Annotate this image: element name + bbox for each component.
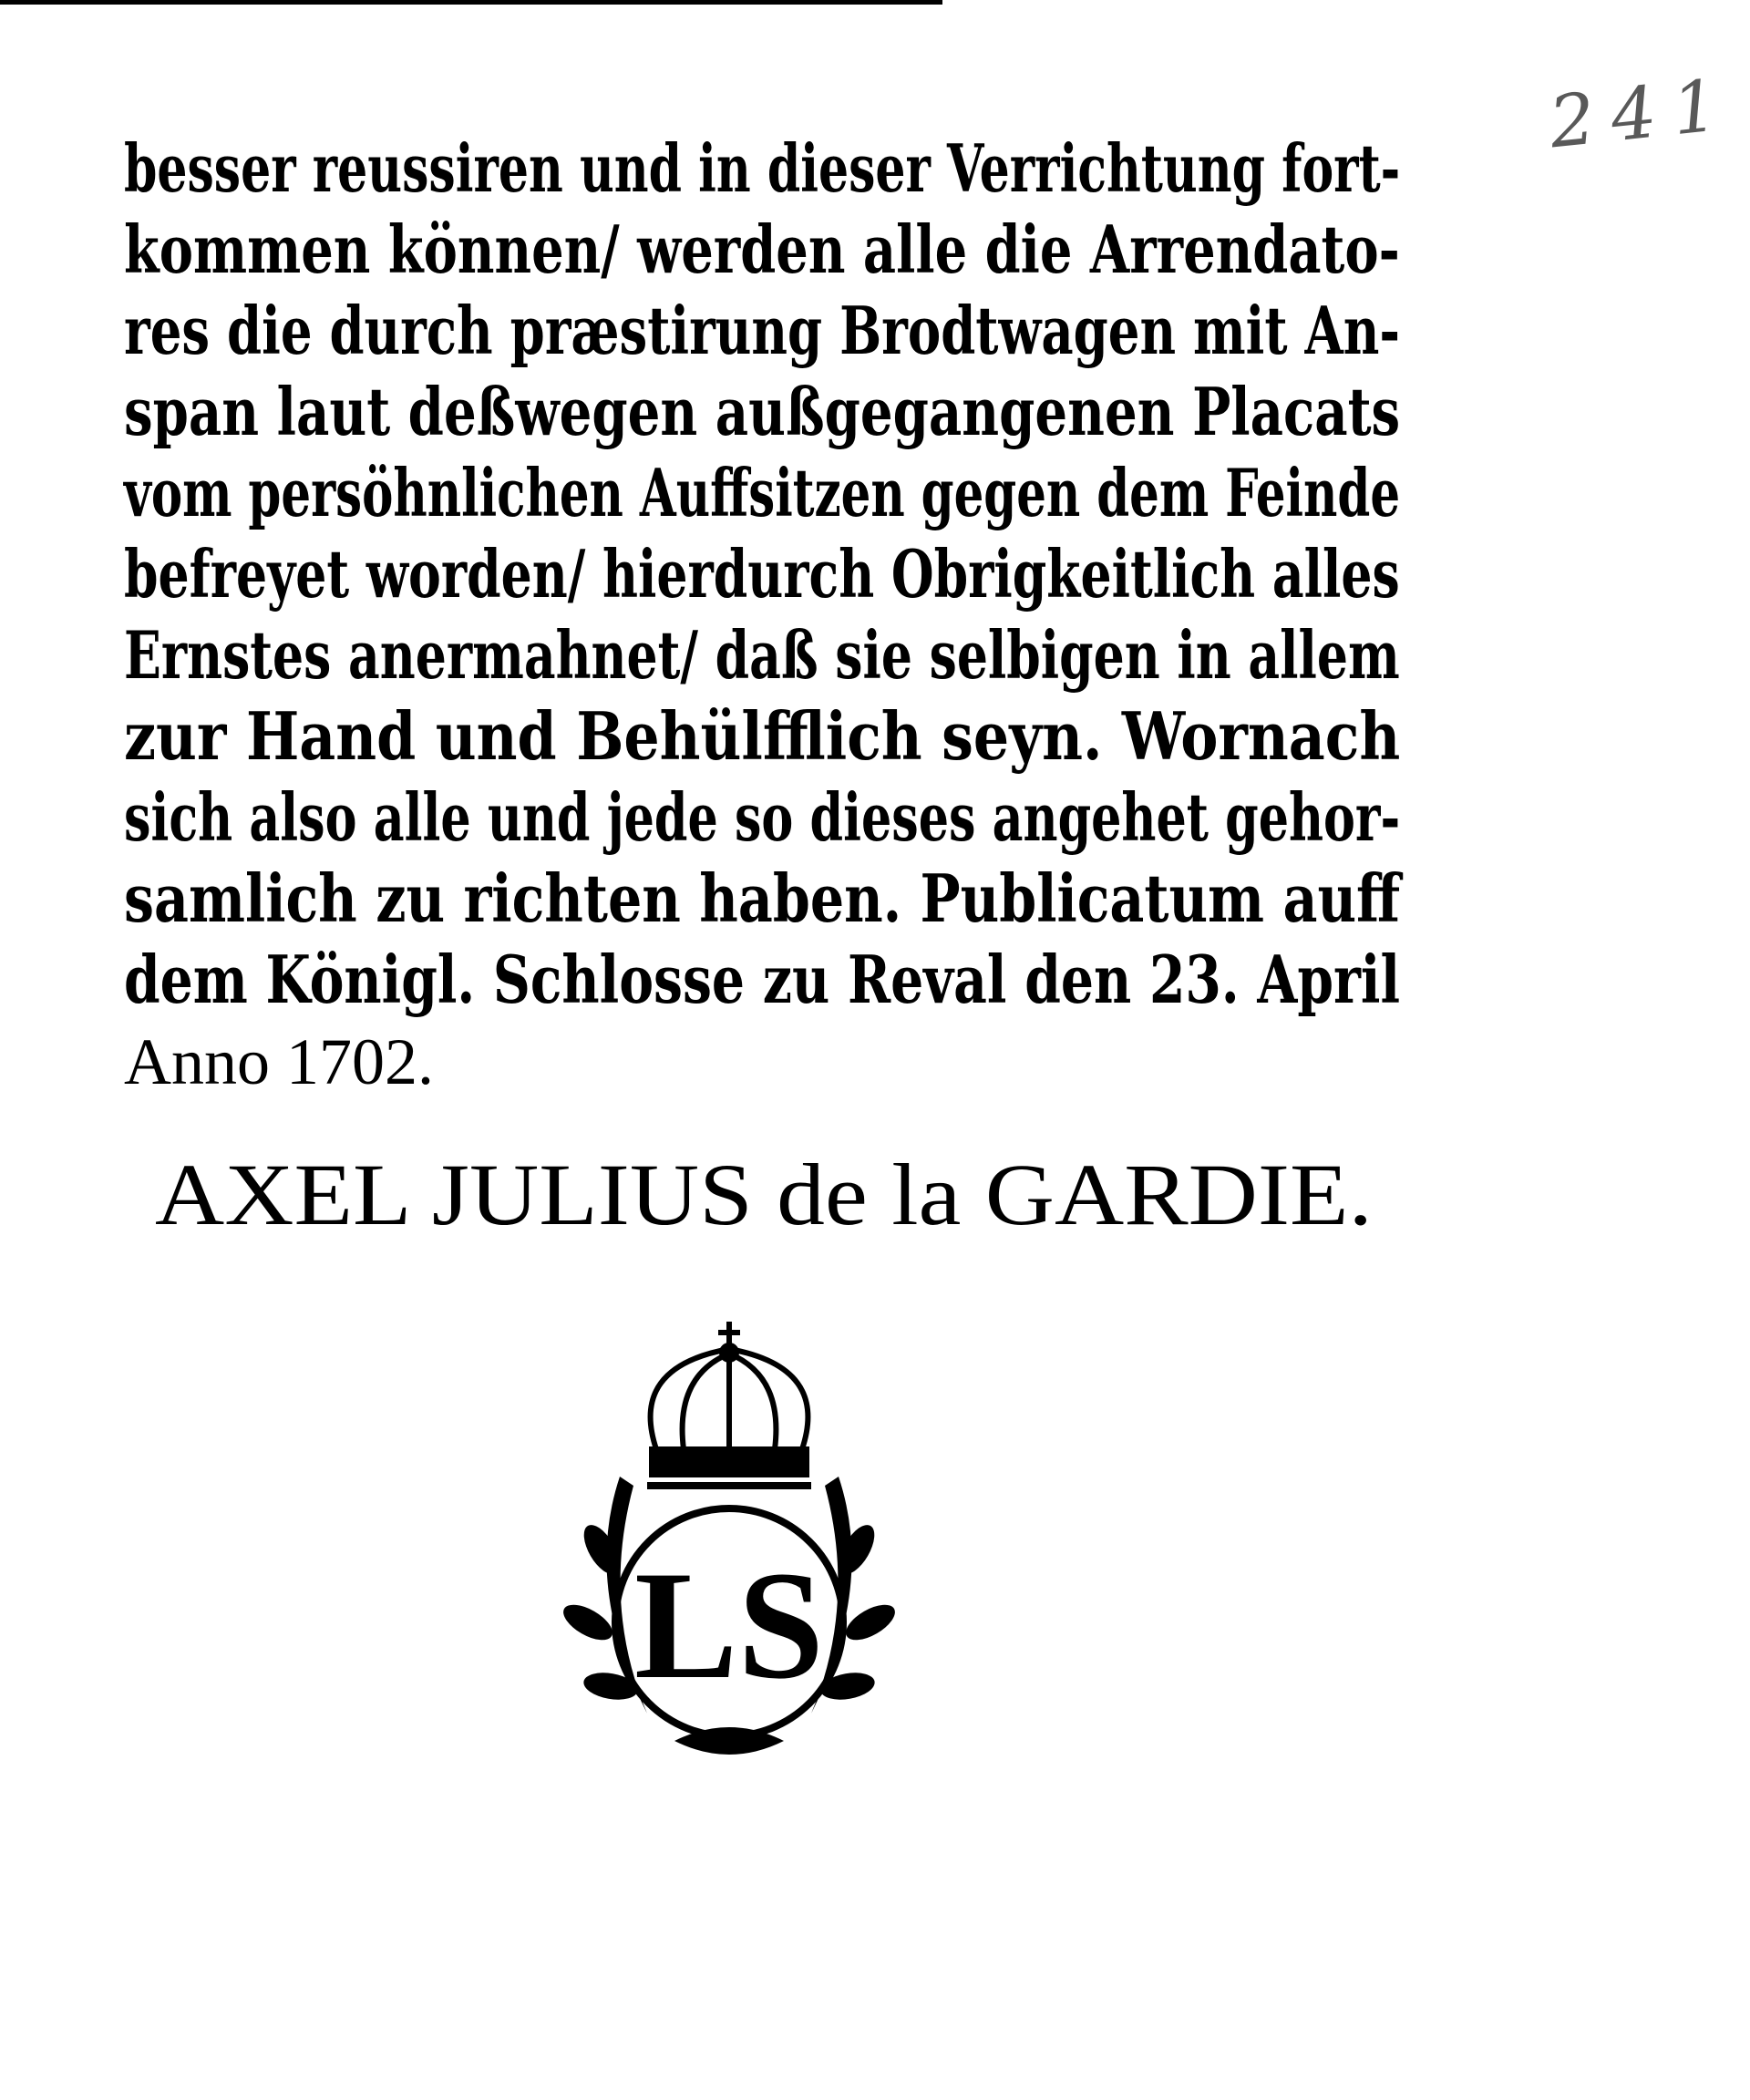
text-line-date: Anno 1702.: [124, 1025, 434, 1098]
handwritten-folio-number: 241: [1545, 63, 1739, 165]
crown-icon: [647, 1322, 811, 1486]
text-line: kommen können/ werden alle die Arrendato-: [124, 211, 1400, 288]
text-line: dem Königl. Schlosse zu Reval den 23. April: [124, 941, 1401, 1018]
text-line: zur Hand und Behülfflich seyn. Wornach: [124, 697, 1401, 775]
signature: AXEL JULIUS de la GARDIE.: [155, 1146, 1373, 1243]
text-line: besser reussiren und in dieser Verrichtung fort-: [124, 129, 1401, 207]
text-line: sich also alle und jede so dieses angehet gehor-: [124, 778, 1401, 856]
text-line: samlich zu richten haben. Publicatum auff: [124, 860, 1401, 937]
text-line: Ernstes anermahnet/ daß sie selbigen in allem: [124, 616, 1400, 694]
text-line: span laut deßwegen außgegangenen Placats: [124, 373, 1401, 450]
text-line: vom persöhnlichen Auffsitzen gegen dem Feinde: [124, 454, 1401, 531]
royal-seal-emblem: [547, 1312, 911, 1777]
seal-monogram: LS: [634, 1539, 824, 1711]
text-line: befreyet worden/ hierdurch Obrigkeitlich alles: [124, 535, 1400, 612]
proclamation-text: [124, 128, 1400, 1101]
text-line: res die durch præstirung Brodtwagen mit An-: [124, 292, 1401, 369]
top-edge-rule: [0, 0, 942, 5]
